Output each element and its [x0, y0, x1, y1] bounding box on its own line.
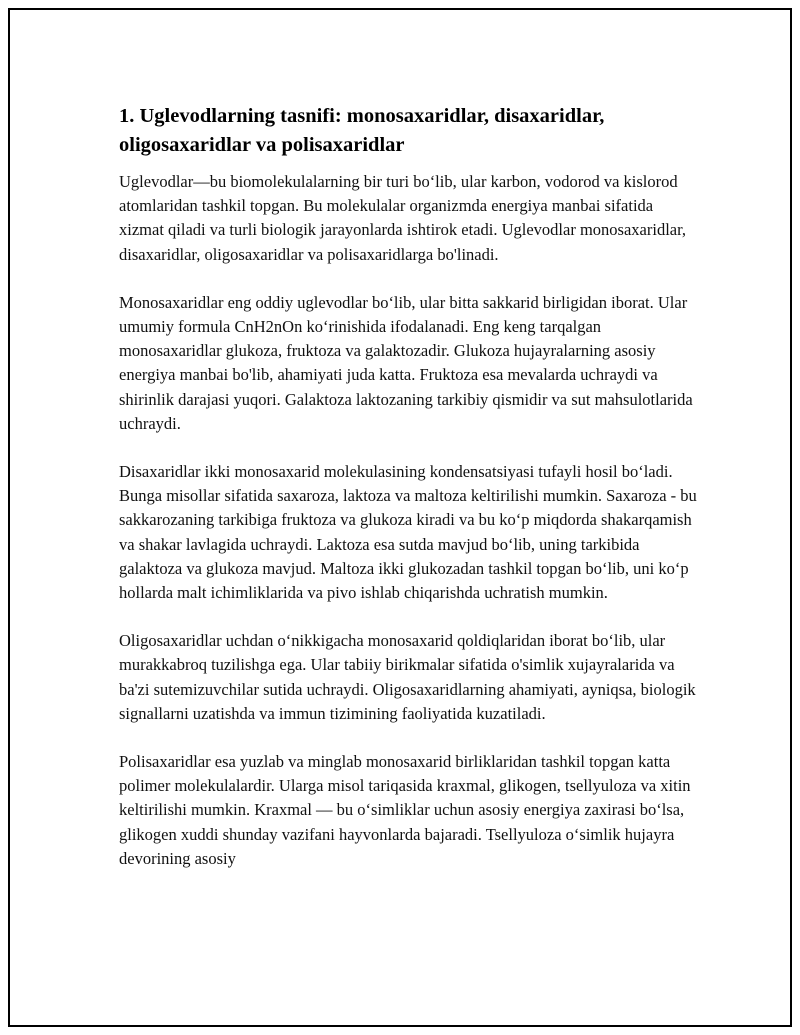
- paragraph-monosaccharides: Monosaxaridlar eng oddiy uglevodlar bo‘lib, ular bitta sakkarid birligidan iborat. Ular umumiy formula CnH2nOn ko‘rinishida ifodalanadi. Eng keng tarqalgan monosaxaridlar glukoza, fruktoza va galaktozadir. Glukoza hujayralarning asosiy energiya manbai bo'lib, ahamiyati juda katta. Fruktoza esa mevalarda uchraydi va shirinlik darajasi yuqori. Galaktoza laktozaning tarkibiy qismidir va sut mahsulotlarida uchraydi.: [119, 292, 693, 433]
- paragraph-oligosaccharides: Oligosaxaridlar uchdan o‘nikkigacha monosaxarid qoldiqlaridan iborat bo‘lib, ular murakkabroq tuzilishga ega. Ular tabiiy birikmalar sifatida o'simlik xujayralarida va ba'zi sutemizuvchilar sutida uchraydi. Oligosaxaridlarning ahamiyati, ayniqsa, biologik signallarni uzatishda va immun tizimining faoliyatida kuzatiladi.: [119, 631, 696, 723]
- paragraph-intro: Uglevodlar—bu biomolekulalarning bir turi bo‘lib, ular karbon, vodorod va kislorod atomlaridan tashkil topgan. Bu molekulalar organizmda energiya manbai sifatida xizmat qiladi va turli biologik jarayonlarda ishtirok etadi. Uglevodlar monosaxaridlar, disaxaridlar, oligosaxaridlar va polisaxaridlarga bo'linadi.: [119, 172, 687, 264]
- document-body: [119, 102, 699, 895]
- paragraph-disaccharides: Disaxaridlar ikki monosaxarid molekulasining kondensatsiyasi tufayli hosil bo‘ladi. Bunga misollar sifatida saxaroza, laktoza va maltoza keltirilishi mumkin. Saxaroza - bu sakkarozaning tarkibiga fruktoza va glukoza kiradi va bu ko‘p miqdorda shakarqamish va shakar lavlagida uchraydi. Laktoza esa sutda mavjud bo‘lib, uning tarkibida galaktoza va glukoza mavjud. Maltoza ikki glukozadan tashkil topgan bo‘lib, uni ko‘p hollarda malt ichimliklarida va pivo ishlab chiqarishda uchratish mumkin.: [119, 462, 697, 603]
- section-heading: 1. Uglevodlarning tasnifi: monosaxaridlar, disaxaridlar, oligosaxaridlar va polisaxaridlar: [119, 105, 605, 156]
- paragraph-polysaccharides: Polisaxaridlar esa yuzlab va minglab monosaxarid birliklaridan tashkil topgan katta polimer molekulalardir. Ularga misol tariqasida kraxmal, glikogen, tsellyuloza va xitin keltirilishi mumkin. Kraxmal — bu o‘simliklar uchun asosiy energiya zaxirasi bo‘lsa, glikogen xuddi shunday vazifani hayvonlarda bajaradi. Tsellyuloza o‘simlik hujayra devorining asosiy: [119, 752, 691, 868]
- page-frame: [8, 8, 792, 1027]
